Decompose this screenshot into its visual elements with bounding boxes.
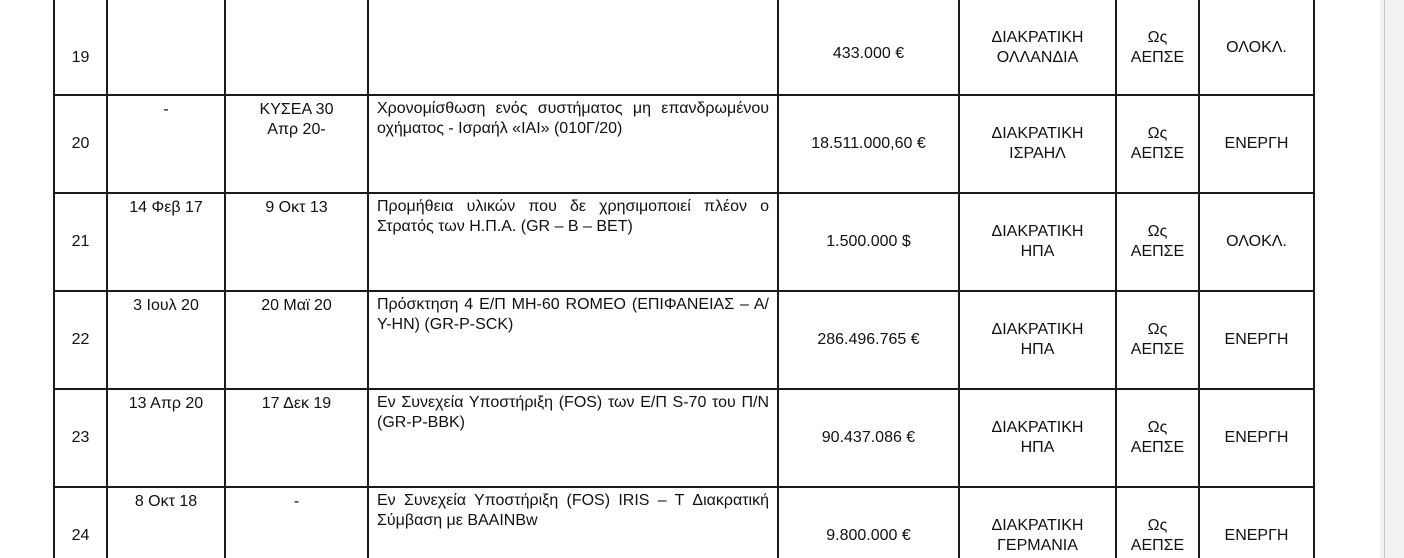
description-cell: Εν Συνεχεία Υποστήριξη (FOS) των Ε/Π S-70 του Π/Ν (GR-P-BBK) <box>368 389 778 487</box>
amount-cell: 286.496.765 € <box>778 291 959 389</box>
status-cell: ΟΛΟΚΛ. <box>1199 0 1314 95</box>
description-cell: Χρονομίσθωση ενός συστήματος μη επανδρωμένου οχήματος - Ισραήλ «IAI» (010Γ/20) <box>368 95 778 193</box>
scrollbar-divider <box>1384 0 1385 558</box>
date-approval-cell: 13 Απρ 20 <box>107 389 225 487</box>
status-cell: ΕΝΕΡΓΗ <box>1199 291 1314 389</box>
description-cell <box>368 0 778 95</box>
amount-cell: 9.800.000 € <box>778 487 959 558</box>
row-number: 24 <box>54 487 107 558</box>
row-number: 19 <box>54 0 107 95</box>
date-request-cell: ΚΥΣΕΑ 30 Απρ 20- <box>225 95 368 193</box>
table-row <box>54 291 1314 389</box>
contracts-table <box>53 0 1315 558</box>
status-cell: ΟΛΟΚΛ. <box>1199 193 1314 291</box>
status-cell: ΕΝΕΡΓΗ <box>1199 389 1314 487</box>
description-cell: Προμήθεια υλικών που δε χρησιμοποιεί πλέον ο Στρατός των Η.Π.Α. (GR – B – BET) <box>368 193 778 291</box>
approval-cell: Ως ΑΕΠΣΕ <box>1116 291 1199 389</box>
contract-type-cell: ΔΙΑΚΡΑΤΙΚΗ ΓΕΡΜΑΝΙΑ <box>959 487 1116 558</box>
amount-cell: 18.511.000,60 € <box>778 95 959 193</box>
table-row <box>54 389 1314 487</box>
date-approval-cell: 8 Οκτ 18 <box>107 487 225 558</box>
row-number: 22 <box>54 291 107 389</box>
date-request-cell: - <box>225 487 368 558</box>
contract-type-cell: ΔΙΑΚΡΑΤΙΚΗ ΗΠΑ <box>959 291 1116 389</box>
row-number: 20 <box>54 95 107 193</box>
approval-cell: Ως ΑΕΠΣΕ <box>1116 95 1199 193</box>
date-request-cell: 17 Δεκ 19 <box>225 389 368 487</box>
amount-cell: 90.437.086 € <box>778 389 959 487</box>
amount-cell: 433.000 € <box>778 0 959 95</box>
contract-type-cell: ΔΙΑΚΡΑΤΙΚΗ ΙΣΡΑΗΛ <box>959 95 1116 193</box>
approval-cell: Ως ΑΕΠΣΕ <box>1116 487 1199 558</box>
date-request-cell: 9 Οκτ 13 <box>225 193 368 291</box>
description-cell: Εν Συνεχεία Υποστήριξη (FOS) IRIS – T Διακρατική Σύμβαση με BAAINBw <box>368 487 778 558</box>
contract-type-cell: ΔΙΑΚΡΑΤΙΚΗ ΗΠΑ <box>959 389 1116 487</box>
table-row <box>54 0 1314 95</box>
approval-cell: Ως ΑΕΠΣΕ <box>1116 389 1199 487</box>
date-approval-cell: - <box>107 95 225 193</box>
approval-cell: Ως ΑΕΠΣΕ <box>1116 193 1199 291</box>
description-cell: Πρόσκτηση 4 Ε/Π MH-60 ROMEO (ΕΠΙΦΑΝΕΙΑΣ – Α/Υ-ΗΝ) (GR-P-SCK) <box>368 291 778 389</box>
contract-type-cell: ΔΙΑΚΡΑΤΙΚΗ ΟΛΛΑΝΔΙΑ <box>959 0 1116 95</box>
table-row <box>54 487 1314 558</box>
status-cell: ΕΝΕΡΓΗ <box>1199 95 1314 193</box>
approval-cell: Ως ΑΕΠΣΕ <box>1116 0 1199 95</box>
status-cell: ΕΝΕΡΓΗ <box>1199 487 1314 558</box>
contract-type-cell: ΔΙΑΚΡΑΤΙΚΗ ΗΠΑ <box>959 193 1116 291</box>
date-request-cell <box>225 0 368 95</box>
table-row <box>54 193 1314 291</box>
date-approval-cell <box>107 0 225 95</box>
row-number: 21 <box>54 193 107 291</box>
table-row <box>54 95 1314 193</box>
date-approval-cell: 3 Ιουλ 20 <box>107 291 225 389</box>
date-request-cell: 20 Μαϊ 20 <box>225 291 368 389</box>
date-approval-cell: 14 Φεβ 17 <box>107 193 225 291</box>
row-number: 23 <box>54 389 107 487</box>
amount-cell: 1.500.000 $ <box>778 193 959 291</box>
